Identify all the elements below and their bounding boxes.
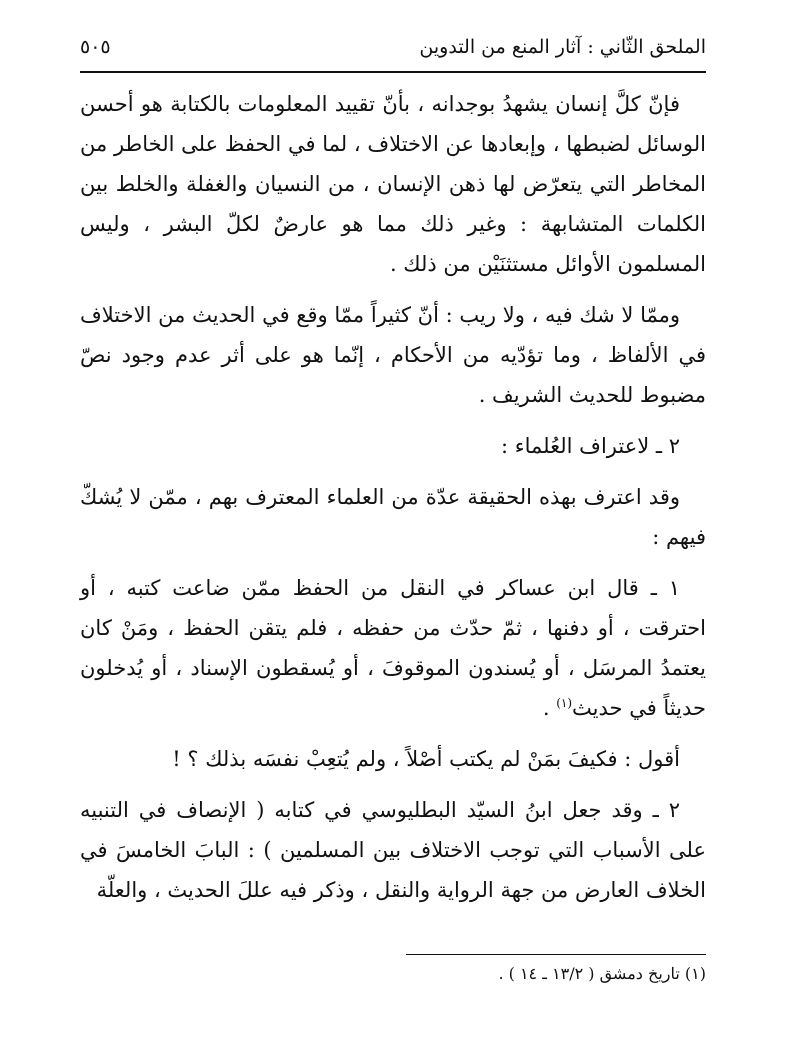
page-number: ٥٠٥ bbox=[80, 36, 111, 58]
header-rule bbox=[80, 71, 706, 73]
paragraph: وقد اعترف بهذه الحقيقة عدّة من العلماء المعترف بهم ، ممّن لا يُشكّ فيهم : bbox=[80, 485, 706, 549]
footnote: (١) تاريخ دمشق ( ١٣/٢ ـ ١٤ ) . bbox=[498, 964, 706, 983]
footnote-rule bbox=[406, 954, 706, 955]
paragraph: أقول : فكيفَ بمَنْ لم يكتب أصْلاً ، ولم يُتعِبْ نفسَه بذلك ؟ ! bbox=[172, 747, 680, 771]
paragraph: وممّا لا شك فيه ، ولا ريب : أنّ كثيراً ممّا وقع في الحديث من الاختلاف في الألفاظ ، وما تؤدّيه من الأحكام ، إنّما هو على أثر عدم وجود نصّ مضبوط للحديث الشريف . bbox=[80, 303, 706, 407]
page-body bbox=[80, 84, 706, 921]
page-header bbox=[80, 30, 706, 64]
section-heading: ٢ ـ لاعتراف العُلماء : bbox=[501, 434, 680, 458]
running-title: الملحق الثّاني : آثار المنع من التدوين bbox=[419, 36, 706, 58]
paragraph-end: . bbox=[542, 696, 557, 720]
footnote-marker: (١) bbox=[556, 696, 573, 710]
paragraph-text: ١ ـ قال ابن عساكر في النقل من الحفظ ممّن ضاعت كتبه ، أو احترقت ، أو دفنها ، ثمّ حدّث من حفظه ، فلم يتقن الحفظ ، ومَنْ كان يعتمدُ المرسَل ، أو يُسندون الموقوفَ ، أو يُسقطون الإسناد ، أو يُدخلون حديثاً في حديث bbox=[80, 576, 706, 720]
paragraph bbox=[80, 568, 706, 728]
paragraph: فإنّ كلَّ إنسان يشهدُ بوجدانه ، بأنّ تقييد المعلومات بالكتابة هو أحسن الوسائل لضبطها ، وإبعادها عن الاختلاف ، لما في الحفظ على الخاطر من المخاطر التي يتعرّض لها ذهن الإنسان ، من النسيان والغفلة والخلط بين الكلمات المتشابهة : وغير ذلك مما هو عارضٌ لكلّ البشر ، وليس المسلمون الأوائل مستثنَيْن من ذلك . bbox=[80, 92, 706, 276]
paragraph: ٢ ـ وقد جعل ابنُ السيّد البطليوسي في كتابه ( الإنصاف في التنبيه على الأسباب التي توجب الاختلاف بين المسلمين ) : البابَ الخامسَ في الخلاف العارض من جهة الرواية والنقل ، وذكر فيه عللَ الحديث ، والعلّة bbox=[80, 798, 706, 902]
